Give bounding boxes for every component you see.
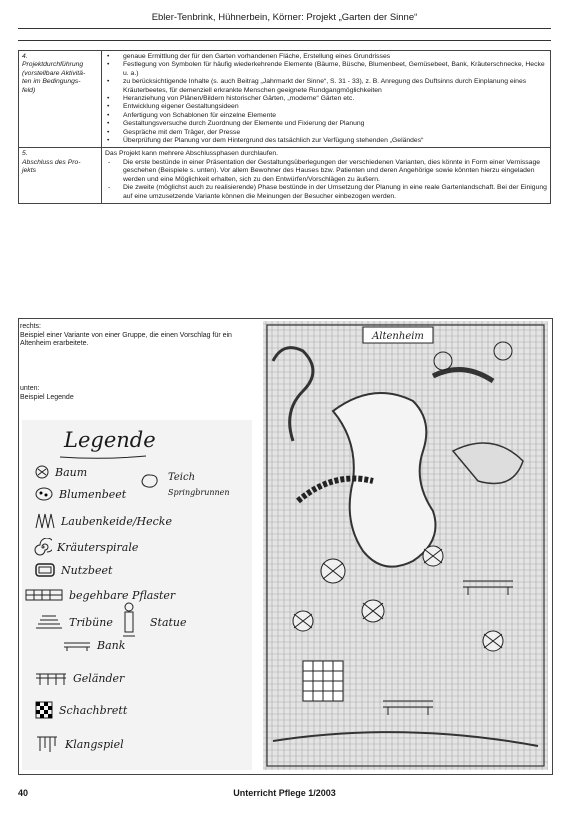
list-item: • Überprüfung der Planung vor dem Hintergrund des tatsächlich zur Verfügung stehenden „Geländes“ xyxy=(105,137,547,145)
garden-plan-sketch xyxy=(263,321,548,770)
list-item: • Gespräche mit dem Träger, der Presse xyxy=(105,129,547,137)
header-rule xyxy=(18,28,551,29)
chimes-icon xyxy=(34,734,60,754)
list-item: - Die zweite (möglichst auch zu realisierende) Phase bestünde in der Umsetzung der Planung in eine reale Gartenlandschaft. Bei der Einigung auf eine umzusetzende Variante können die Meinungen der Besucher einbezogen werden. xyxy=(105,184,547,201)
legend-title: Legende xyxy=(64,428,156,452)
list-item: • Festlegung von Symbolen für häufig wiederkehrende Elemente (Bäume, Büsche, Blumenbeet, Gemüsebeet, Bank, Kräuterschnecke, Hecke u. a.) xyxy=(105,61,547,78)
legend-item-flowerbed: Blumenbeet xyxy=(34,486,126,502)
title-underline xyxy=(58,454,148,460)
running-header: Ebler-Tenbrink, Hühnerbein, Körner: Projekt „Garten der Sinne“ xyxy=(151,12,418,23)
garden-plan-drawing xyxy=(263,321,548,770)
list-item: • Entwicklung eigener Gestaltungsideen xyxy=(105,103,547,111)
table-row xyxy=(19,148,551,203)
plan-sign-text: Altenheim xyxy=(372,331,424,342)
chessboard-icon xyxy=(34,700,54,720)
legend-item-vegetable-bed: Nutzbeet xyxy=(34,562,112,578)
page-number: 40 xyxy=(18,788,29,798)
statue-label: Statue xyxy=(150,616,187,629)
legend-item-grandstand: Tribüne xyxy=(34,614,113,630)
list-item: - Die erste bestünde in einer Präsentation der Gestaltungsüberlegungen der verschiedenen Varianten, dies könnte in Form einer Vernissage geschehen (Beispiele s. unten). Vor allem Bewohner des Hauses bzw. Patienten und deren Angehörige sowie könnten hierzu eingeladen werden und eine Möglichkeit erhalten, sich zu den Entwürfen/Vorschlägen zu äußern. xyxy=(105,159,547,184)
journal-name: Unterricht Pflege 1/2003 xyxy=(233,788,336,798)
hedge-icon xyxy=(34,512,56,530)
legend-item-bench: Bank xyxy=(62,638,125,652)
legend-sketch xyxy=(22,420,252,770)
pond-icon xyxy=(140,472,160,490)
railing-icon xyxy=(34,670,68,686)
list-item: • Gestaltungsversuche durch Zuordnung der Elemente und Fixierung der Planung xyxy=(105,120,547,128)
row-content xyxy=(102,51,551,148)
bench-icon xyxy=(62,638,92,652)
legend-item-tree: Baum xyxy=(34,464,87,480)
legend-item-paving: begehbare Pflaster xyxy=(24,588,175,602)
fountain-label: Springbrunnen xyxy=(168,488,230,497)
list-item: • Heranziehung von Plänen/Bildern historischer Gärten, „moderne“ Gärten etc. xyxy=(105,95,547,103)
caption-right: rechts: Beispiel einer Variante von einer Gruppe, die einen Vorschlag für ein Altenheim erarbeitete. xyxy=(20,323,232,348)
grandstand-icon xyxy=(34,614,64,630)
row-content: Das Projekt kann mehrere Abschlussphasen durchlaufen. - Die erste bestünde in einer Präsentation der Gestaltungsüberlegungen der verschiedenen Varianten, dies könnte in Form einer Vernissage geschehen (Beispiele s. unten). Vor allem Bewohner des Hauses bzw. Patienten und deren Angehörige sowie könnten hierzu eingeladen werden und eine Möglichkeit erhalten, sich zu den Entwürfen/Vorschlägen zu äußern. - Die zweite (möglichst auch zu realisierende) Phase bestünde in der Umsetzung der Planung in eine reale Gartenlandschaft. Bei der Einigung auf eine umzusetzende Variante können die Meinungen der Besucher einbezogen werden. xyxy=(102,148,551,203)
project-table xyxy=(18,50,551,204)
paving-icon xyxy=(24,588,64,602)
row-label: 4. Projektdurchführung (vorstellbare Aktivitä- ten im Bedingungs- feld) xyxy=(19,51,102,148)
row-label: 5. Abschluss des Pro- jekts xyxy=(19,148,102,203)
caption-bottom: unten: Beispiel Legende xyxy=(20,385,74,401)
spiral-icon xyxy=(34,538,52,556)
legend-item-chimes: Klangspiel xyxy=(34,734,124,754)
legend-item-hedge: Laubenkeide/Hecke xyxy=(34,512,172,530)
tree-icon xyxy=(34,464,50,480)
list-item: • zu berücksichtigende Inhalte (s. auch Beitrag „Jahrmarkt der Sinne“, S. 31 - 33), z. B. Anregung des Duftsinns durch Einplanung eines Kräuterbeetes, für demenziell erkrankte Menschen geeignete Rundgangmöglichkeiten xyxy=(105,78,547,95)
legend-item-railing: Geländer xyxy=(34,670,124,686)
statue-icon xyxy=(122,602,136,638)
pond-label: Teich xyxy=(168,472,196,483)
flowerbed-icon xyxy=(34,486,54,502)
legend-item-chessboard: Schachbrett xyxy=(34,700,127,720)
legend-item-herb-spiral: Kräuterspirale xyxy=(34,538,138,556)
header-rule-2 xyxy=(18,40,551,41)
bed-icon xyxy=(34,562,56,578)
list-item: • Anfertigung von Schablonen für einzelne Elemente xyxy=(105,112,547,120)
table-row xyxy=(19,51,551,148)
list-item: • genaue Ermittlung der für den Garten vorhandenen Fläche, Erstellung eines Grundrisses xyxy=(105,53,547,61)
